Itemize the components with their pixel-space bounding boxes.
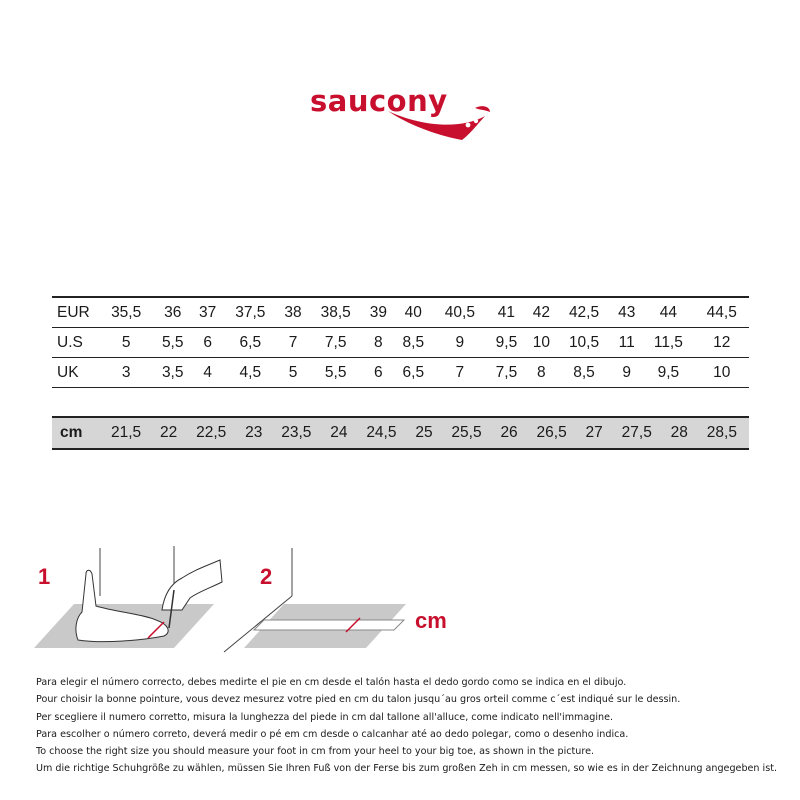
saucony-swoosh-icon bbox=[300, 78, 500, 148]
size-cell: 6,5 bbox=[223, 328, 277, 358]
instruction-line: Para elegir el número correcto, debes medirte el pie en cm desde el talón hasta el dedo gordo como se indica en el dibujo. bbox=[36, 677, 627, 688]
step-2-number: 2 bbox=[260, 564, 273, 589]
size-cell: 6 bbox=[192, 328, 223, 358]
size-cell: 12 bbox=[695, 328, 750, 358]
size-cell: 5,5 bbox=[309, 358, 363, 388]
size-cell: 37 bbox=[192, 297, 223, 328]
size-cell: 10 bbox=[526, 328, 557, 358]
cm-cell: 23 bbox=[238, 417, 269, 449]
size-cell: 7,5 bbox=[487, 358, 526, 388]
step-1-number: 1 bbox=[38, 564, 51, 589]
cm-cell: 28,5 bbox=[695, 417, 749, 449]
size-cell: 8,5 bbox=[394, 328, 433, 358]
size-cell: 41 bbox=[487, 297, 526, 328]
size-cell: 8 bbox=[363, 328, 394, 358]
size-cell: 37,5 bbox=[223, 297, 277, 328]
cm-size-row bbox=[52, 416, 749, 450]
size-cell: 9 bbox=[611, 358, 642, 388]
cm-cell: 22,5 bbox=[184, 417, 238, 449]
size-conversion-table bbox=[52, 296, 749, 388]
cm-unit-label: cm bbox=[415, 608, 447, 633]
size-cell: 5 bbox=[277, 358, 308, 388]
instruction-line: Um die richtige Schuhgröße zu wählen, müssen Sie Ihren Fuß von der Ferse bis zum großen Zeh in cm messen, so wie es in der Zeichnung angegeben ist. bbox=[36, 763, 778, 775]
size-cell: 7 bbox=[277, 328, 308, 358]
size-cell: 40,5 bbox=[433, 297, 487, 328]
size-cell: 42,5 bbox=[557, 297, 611, 328]
size-cell: 3 bbox=[99, 358, 153, 388]
cm-cell: 26 bbox=[494, 417, 525, 449]
size-cell: 6,5 bbox=[394, 358, 433, 388]
size-cell: 36 bbox=[153, 297, 192, 328]
cm-cell: 26,5 bbox=[525, 417, 579, 449]
cm-cell: 27,5 bbox=[610, 417, 664, 449]
size-cell: 43 bbox=[611, 297, 642, 328]
size-cell: 7,5 bbox=[309, 328, 363, 358]
size-cell: 10 bbox=[695, 358, 750, 388]
cm-cell: 27 bbox=[579, 417, 610, 449]
size-cell: 39 bbox=[363, 297, 394, 328]
ruler-icon bbox=[254, 620, 404, 630]
size-cell: 40 bbox=[394, 297, 433, 328]
size-cell: 9,5 bbox=[487, 328, 526, 358]
size-cell: 10,5 bbox=[557, 328, 611, 358]
instruction-line: Para escolher o número correto, deverá medir o pé em cm desde o calcanhar até ao dedo polegar, como o desenho indica. bbox=[36, 728, 629, 740]
size-cell: 7 bbox=[433, 358, 487, 388]
instructions bbox=[36, 674, 776, 778]
cm-cell: 24 bbox=[323, 417, 354, 449]
cm-cell: 22 bbox=[153, 417, 184, 449]
instruction-line: Per scegliere il numero corretto, misura la lunghezza del piede in cm dal tallone all'alluce, come indicato nell'immagine. bbox=[36, 711, 614, 723]
brand-name: saucony bbox=[310, 84, 448, 118]
cm-cell: 23,5 bbox=[269, 417, 323, 449]
saucony-logo bbox=[300, 78, 500, 148]
size-cell: 4,5 bbox=[223, 358, 277, 388]
cm-row-label: cm bbox=[52, 417, 99, 449]
size-cell: 5,5 bbox=[153, 328, 192, 358]
size-cell: 38,5 bbox=[309, 297, 363, 328]
cm-cell: 28 bbox=[664, 417, 695, 449]
size-cell: 9 bbox=[433, 328, 487, 358]
hand-icon bbox=[162, 560, 222, 610]
size-cell: 11 bbox=[611, 328, 642, 358]
instruction-line: Pour choisir la bonne pointure, vous devez mesurez votre pied en cm du talon jusqu´au gros orteil comme c´est indiqué sur le dessin. bbox=[36, 694, 681, 706]
cm-cell: 25 bbox=[408, 417, 439, 449]
size-cell: 5 bbox=[99, 328, 153, 358]
size-cell: 38 bbox=[277, 297, 308, 328]
size-cell: 44 bbox=[642, 297, 694, 328]
cm-cell: 24,5 bbox=[354, 417, 408, 449]
size-cell: 11,5 bbox=[642, 328, 694, 358]
size-cell: 4 bbox=[192, 358, 223, 388]
size-row-us bbox=[52, 328, 749, 358]
foot-measure-illustration bbox=[34, 540, 464, 660]
size-cell: 8 bbox=[526, 358, 557, 388]
instruction-line: To choose the right size you should measure your foot in cm from your heel to your big toe, as shown in the picture. bbox=[36, 746, 595, 758]
size-cell: 9,5 bbox=[642, 358, 694, 388]
size-row-eur bbox=[52, 297, 749, 328]
size-cell: 42 bbox=[526, 297, 557, 328]
row-label: EUR bbox=[52, 297, 99, 328]
size-cell: 3,5 bbox=[153, 358, 192, 388]
size-row-uk bbox=[52, 358, 749, 388]
size-cell: 6 bbox=[363, 358, 394, 388]
size-cell: 35,5 bbox=[99, 297, 153, 328]
row-label: UK bbox=[52, 358, 99, 388]
cm-cell: 21,5 bbox=[99, 417, 153, 449]
size-cell: 8,5 bbox=[557, 358, 611, 388]
row-label: U.S bbox=[52, 328, 99, 358]
cm-cell: 25,5 bbox=[439, 417, 493, 449]
size-cell: 44,5 bbox=[695, 297, 750, 328]
